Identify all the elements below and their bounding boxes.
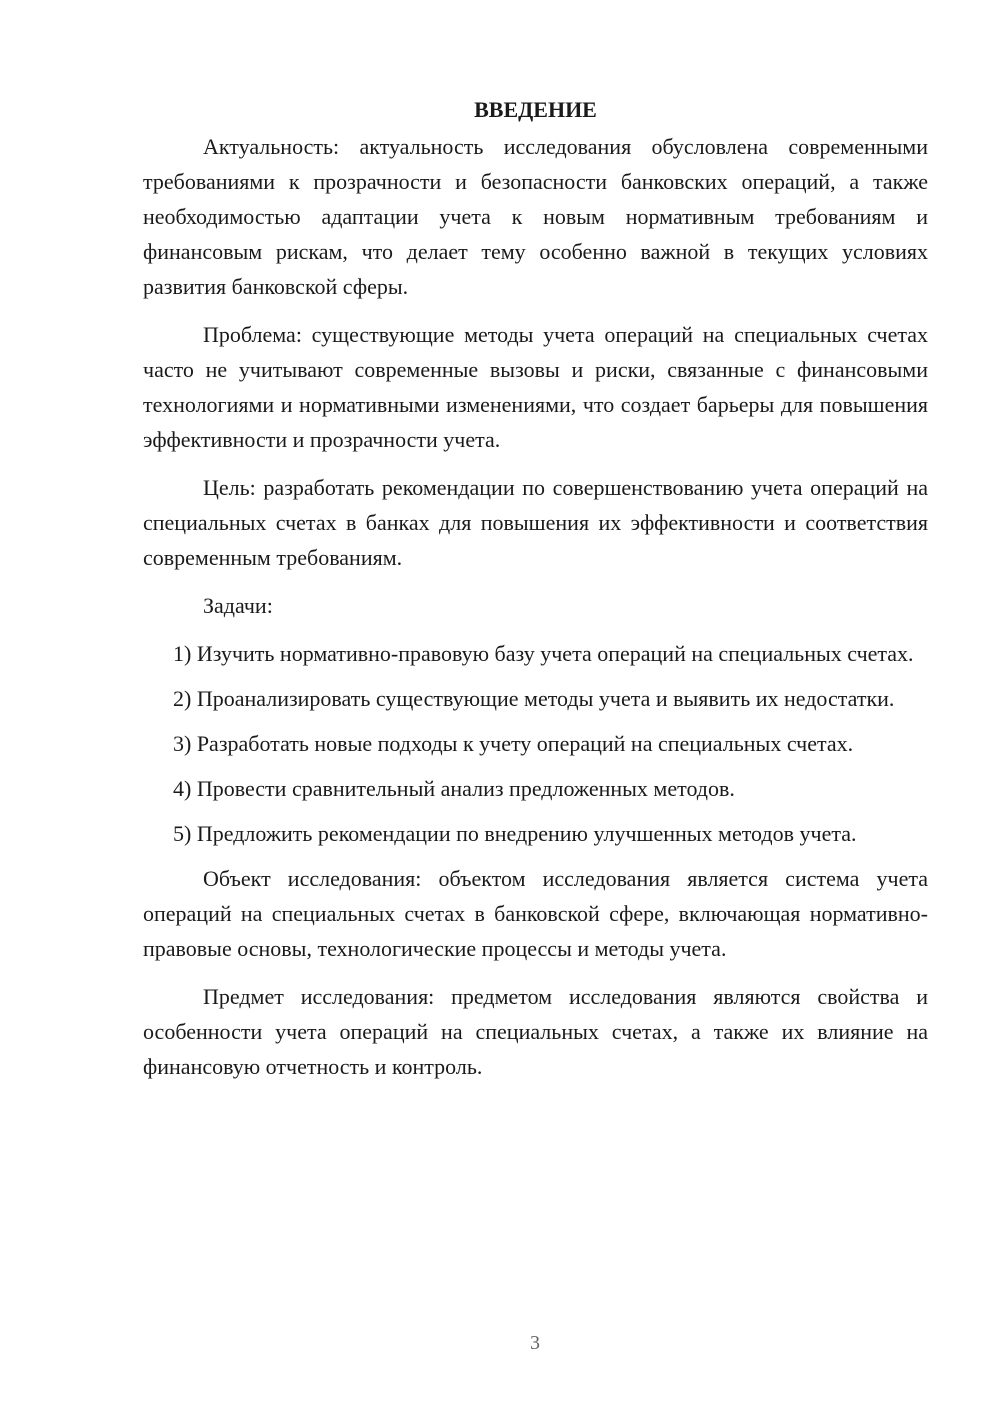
list-item: 4) Провести сравнительный анализ предложенных методов. (173, 776, 735, 801)
paragraph-goal: Цель: разработать рекомендации по совершенствованию учета операций на специальных счетах в банках для повышения их эффективности и соответствия современным требованиям. (143, 475, 928, 570)
list-item: 1) Изучить нормативно-правовую базу учета операций на специальных счетах. (173, 641, 914, 666)
paragraph-subject: Предмет исследования: предметом исследования являются свойства и особенности учета операций на специальных счетах, а также их влияние на финансовую отчетность и контроль. (143, 984, 928, 1079)
page-content (143, 92, 928, 1097)
tasks-title: Задачи: (203, 593, 273, 618)
list-item: 5) Предложить рекомендации по внедрению улучшенных методов учета. (173, 821, 857, 846)
page-number: 3 (530, 1332, 540, 1354)
list-item: 2) Проанализировать существующие методы учета и выявить их недостатки. (173, 686, 895, 711)
section-heading: ВВЕДЕНИЕ (474, 97, 597, 122)
tasks-list (143, 636, 928, 851)
list-item: 3) Разработать новые подходы к учету операций на специальных счетах. (173, 731, 854, 756)
paragraph-actuality: Актуальность: актуальность исследования обусловлена современными требованиями к прозрачности и безопасности банковских операций, а также необходимостью адаптации учета к новым нормативным требованиям и финансовым рискам, что делает тему особенно важной в текущих условиях развития банковской сферы. (143, 134, 928, 299)
paragraph-problem: Проблема: существующие методы учета операций на специальных счетах часто не учитывают современные вызовы и риски, связанные с финансовыми технологиями и нормативными изменениями, что создает барьеры для повышения эффективности и прозрачности учета. (143, 322, 928, 452)
paragraph-object: Объект исследования: объектом исследования является система учета операций на специальных счетах в банковской сфере, включающая нормативно-правовые основы, технологические процессы и методы учета. (143, 866, 928, 961)
